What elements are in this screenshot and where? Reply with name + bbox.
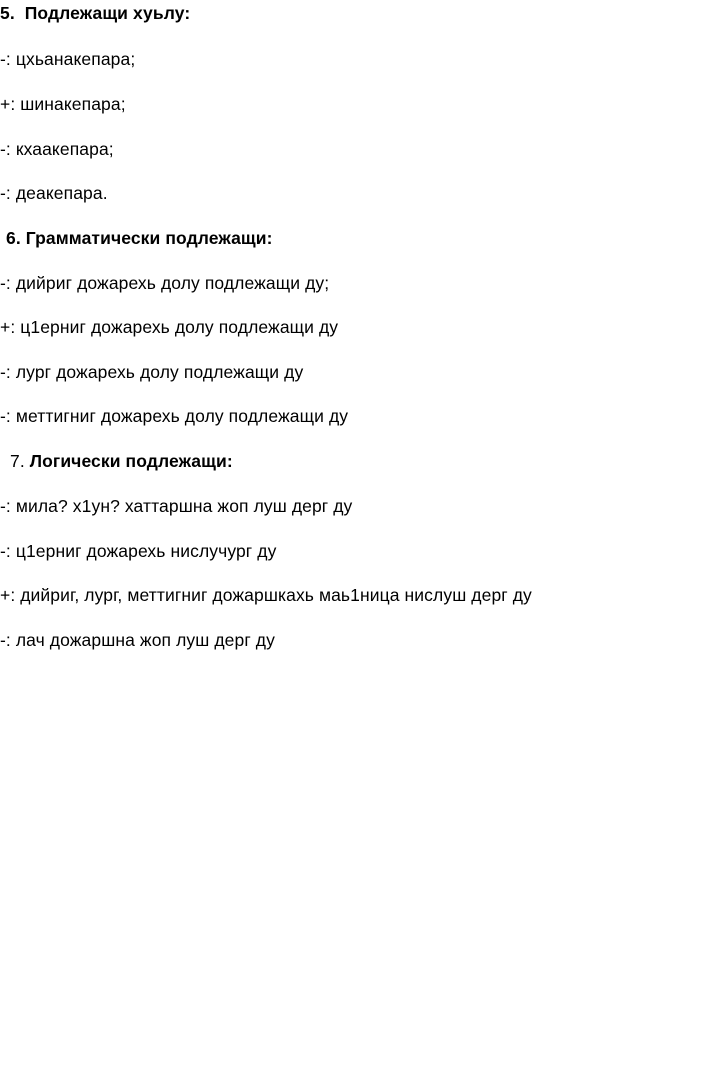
question-7-option-3: +: дийриг, лург, меттигниг дожаршкахь маь1ница нислуш дерг ду: [0, 585, 532, 605]
question-7-option-1: -: мила? х1ун? хаттаршна жоп луш дерг ду: [0, 496, 353, 516]
question-6-number: 6.: [6, 228, 21, 248]
question-7-heading: [10, 450, 233, 472]
question-5-title: Подлежащи хуьлу:: [24, 3, 191, 23]
question-6-option-2: +: ц1ерниг дожарехь долу подлежащи ду: [0, 317, 339, 337]
question-5-heading: [0, 2, 190, 24]
question-6-option-1: -: дийриг дожарехь долу подлежащи ду;: [0, 273, 330, 293]
question-7-option-4: -: лач дожаршна жоп луш дерг ду: [0, 630, 275, 650]
question-7-title: Логически подлежащи:: [29, 451, 233, 471]
question-5-number: 5.: [0, 3, 15, 23]
question-6-option-3: -: лург дожарехь долу подлежащи ду: [0, 362, 304, 382]
question-7-option-2: -: ц1ерниг дожарехь нислучург ду: [0, 541, 277, 561]
question-5-option-4: -: деакепара.: [0, 183, 108, 203]
question-6-title: Грамматически подлежащи:: [25, 228, 273, 248]
question-7-number: 7.: [10, 451, 25, 471]
question-6-heading: [6, 227, 273, 249]
question-5-option-1: -: цхьанакепара;: [0, 49, 136, 69]
question-5-option-3: -: кхаакепара;: [0, 139, 114, 159]
question-6-option-4: -: меттигниг дожарехь долу подлежащи ду: [0, 406, 349, 426]
question-5-option-2: +: шинакепара;: [0, 94, 126, 114]
